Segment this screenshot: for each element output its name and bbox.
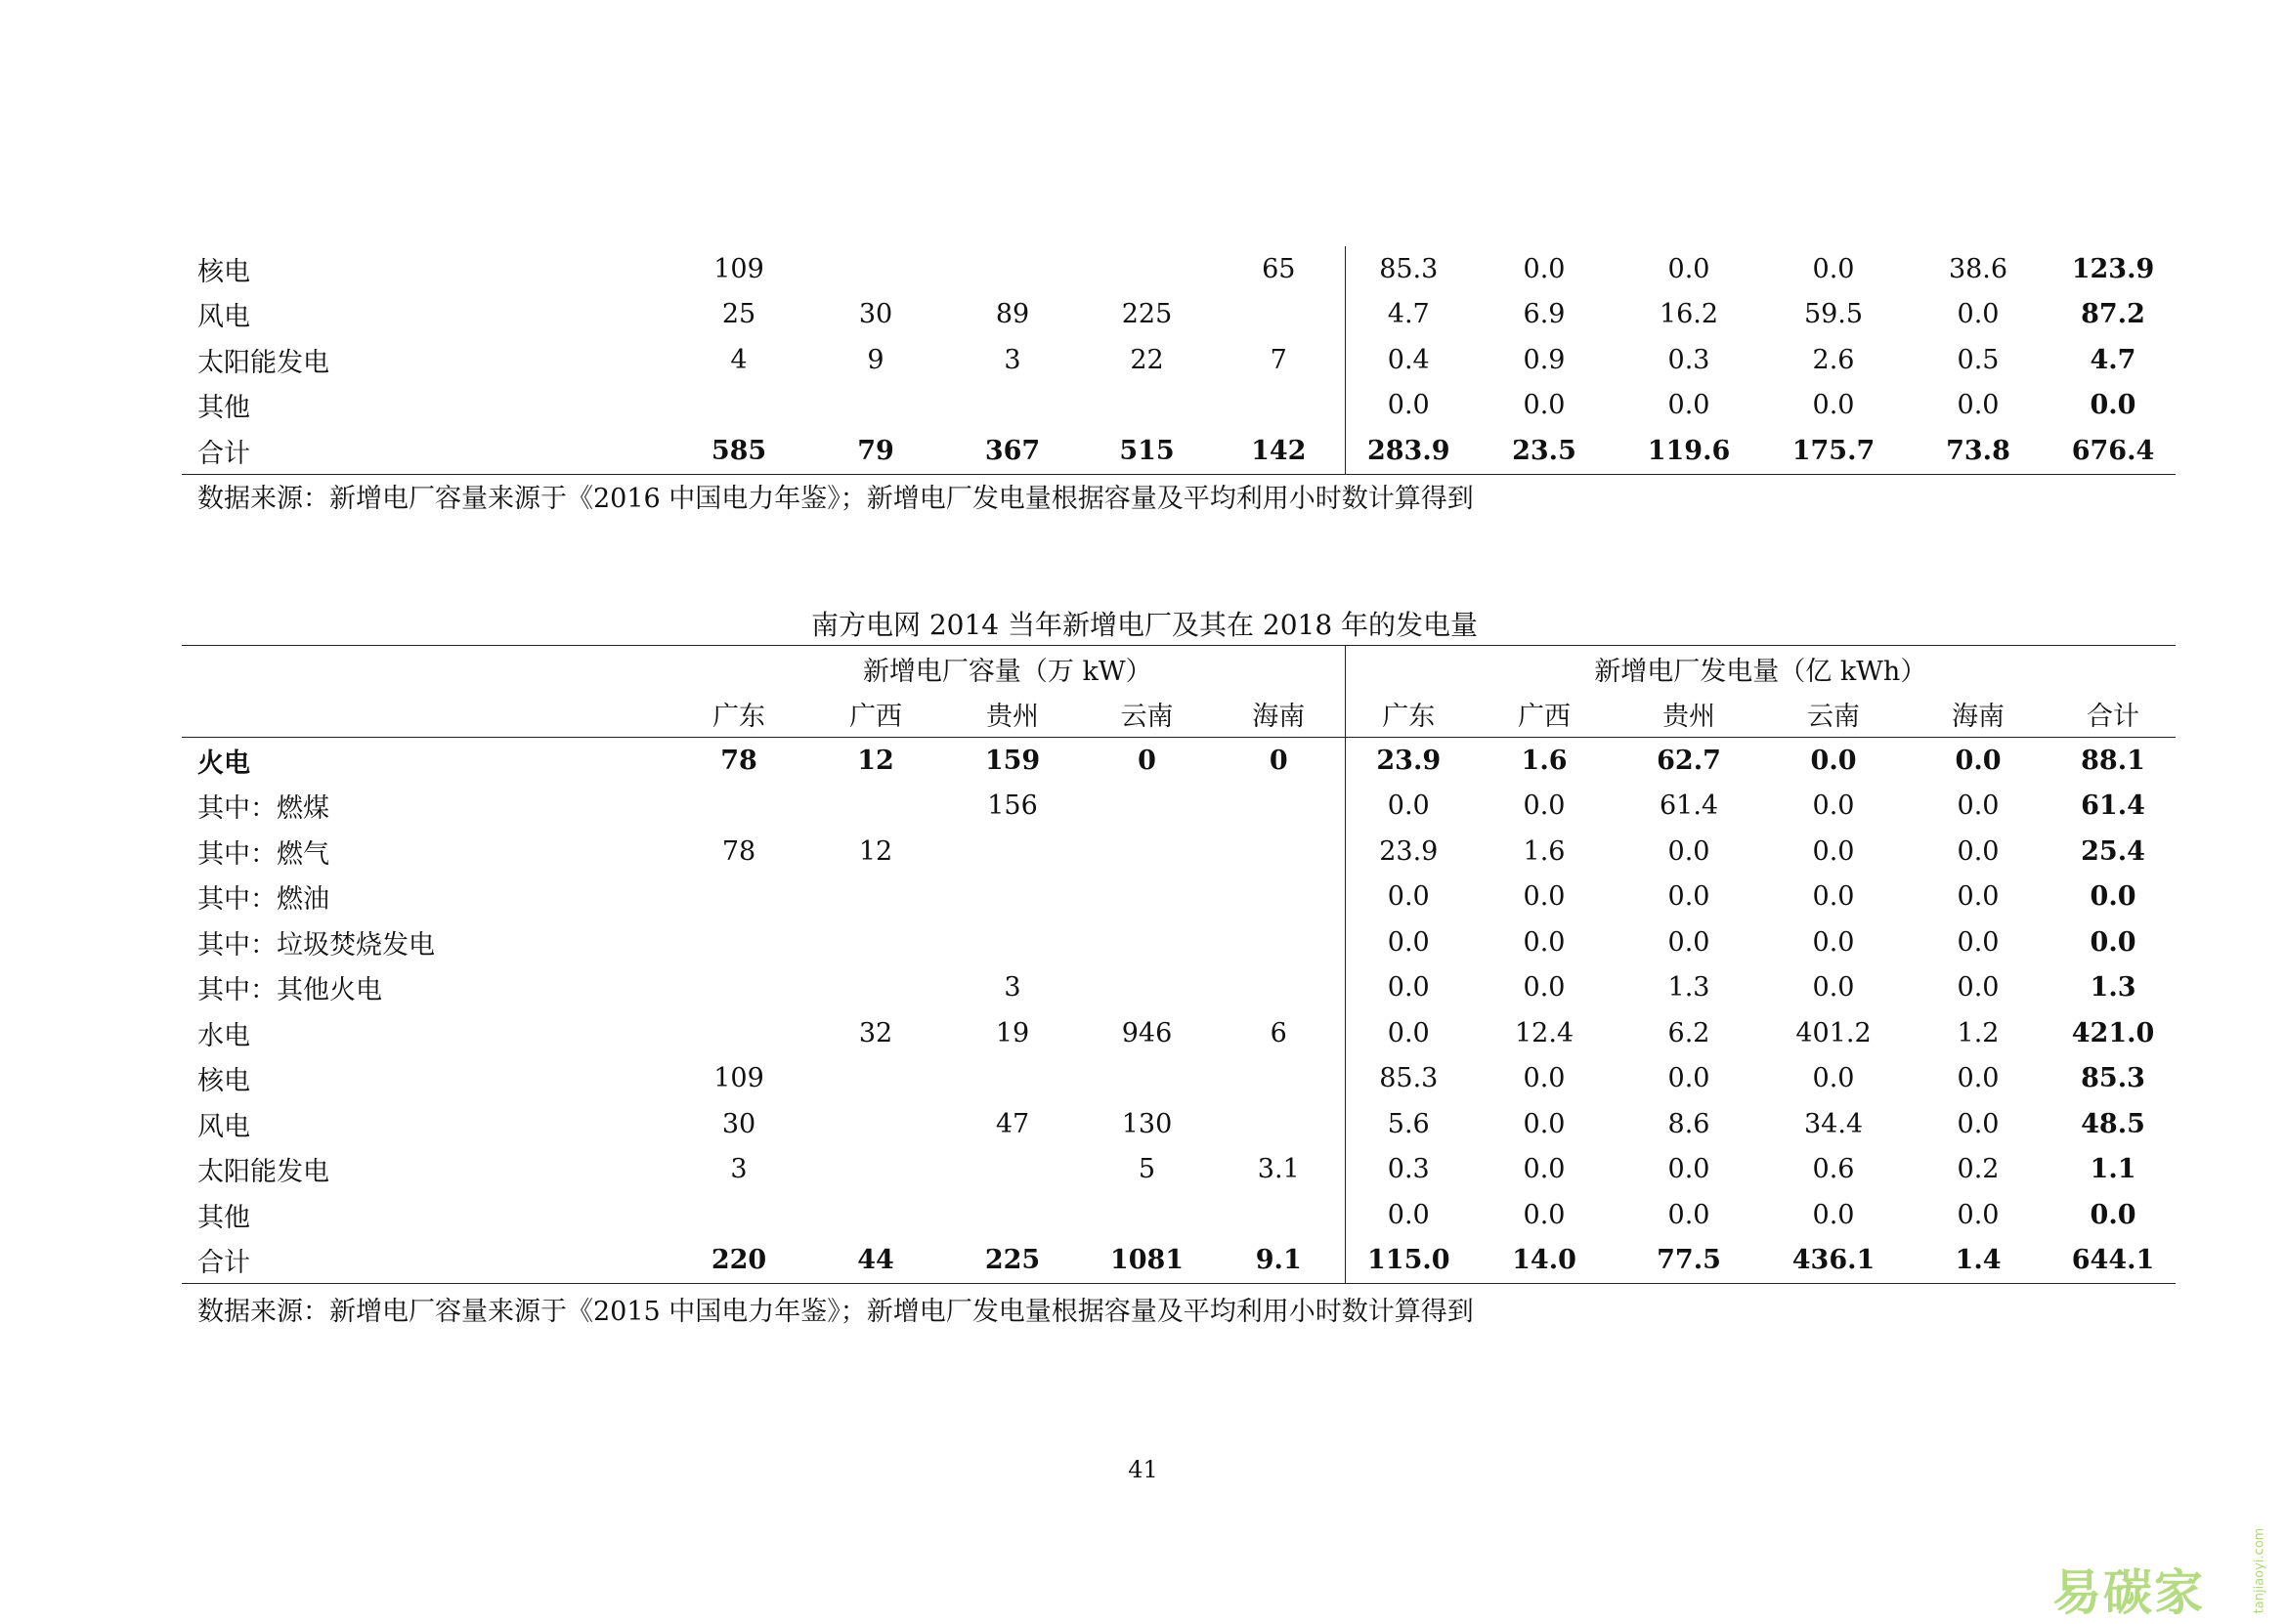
capacity-cell xyxy=(1081,965,1213,1011)
total-cell: 1.3 xyxy=(2090,972,2136,1004)
generation-cell: 38.6 xyxy=(1948,253,2008,284)
generation-cell: 0.0 xyxy=(1812,1063,1855,1094)
generation-cell: 8.6 xyxy=(1667,1108,1710,1139)
generation-cell: 1.4 xyxy=(1906,1238,2050,1284)
generation-cell: 0.0 xyxy=(1812,1199,1855,1230)
capacity-cell: 130 xyxy=(1121,1108,1173,1139)
total-cell: 61.4 xyxy=(2081,791,2145,822)
capacity-cell xyxy=(944,383,1081,429)
table-row xyxy=(182,1101,2176,1147)
capacity-cell: 9.1 xyxy=(1213,1238,1345,1284)
column-header: 海南 xyxy=(1906,692,2050,738)
total-cell: 87.2 xyxy=(2081,299,2145,330)
capacity-cell xyxy=(670,919,807,965)
capacity-cell: 30 xyxy=(858,299,893,330)
capacity-cell xyxy=(1081,919,1213,965)
capacity-cell: 89 xyxy=(995,299,1030,330)
column-header: 贵州 xyxy=(944,692,1081,738)
row-label: 太阳能发电 xyxy=(197,1157,329,1188)
capacity-cell xyxy=(1213,1192,1345,1238)
watermark-url: tanjiaoyi.com xyxy=(2252,1527,2267,1614)
generation-cell: 23.9 xyxy=(1376,745,1442,776)
page-number: 41 xyxy=(1128,1456,1158,1483)
capacity-cell: 65 xyxy=(1213,246,1345,292)
capacity-cell: 19 xyxy=(995,1017,1030,1048)
capacity-cell: 5 xyxy=(1138,1154,1156,1185)
generation-cell: 6.2 xyxy=(1667,1017,1710,1048)
generation-cell: 85.3 xyxy=(1379,253,1439,284)
generation-cell: 0.5 xyxy=(1957,344,2000,375)
capacity-cell: 585 xyxy=(670,428,807,474)
column-header: 海南 xyxy=(1213,692,1345,738)
capacity-cell xyxy=(670,784,807,830)
generation-cell: 0.0 xyxy=(1387,390,1430,421)
generation-cell: 0.0 xyxy=(1957,835,2000,867)
table-row xyxy=(182,246,2176,292)
capacity-cell xyxy=(1081,875,1213,920)
table-row xyxy=(182,875,2176,920)
generation-cell: 0.0 xyxy=(1957,926,2000,958)
column-header: 云南 xyxy=(1761,692,1906,738)
generation-cell: 0.0 xyxy=(1812,926,1855,958)
row-label: 核电 xyxy=(197,256,250,287)
capacity-cell: 515 xyxy=(1081,428,1213,474)
generation-cell: 23.9 xyxy=(1379,835,1439,867)
row-label: 太阳能发电 xyxy=(197,347,329,378)
generation-cell: 2.6 xyxy=(1812,344,1855,375)
header-capacity-group: 新增电厂容量（万 kW） xyxy=(670,646,1345,692)
capacity-cell xyxy=(670,965,807,1011)
capacity-cell xyxy=(670,1010,807,1056)
generation-cell: 1.2 xyxy=(1957,1017,2000,1048)
generation-cell: 0.6 xyxy=(1812,1154,1855,1185)
generation-cell: 73.8 xyxy=(1906,428,2050,474)
generation-cell: 0.0 xyxy=(1957,1063,2000,1094)
capacity-cell: 32 xyxy=(858,1017,893,1048)
capacity-cell: 109 xyxy=(713,253,764,284)
generation-cell: 5.6 xyxy=(1387,1108,1430,1139)
capacity-cell xyxy=(670,875,807,920)
generation-cell: 34.4 xyxy=(1803,1108,1864,1139)
capacity-cell: 7 xyxy=(1213,337,1345,383)
generation-cell: 0.0 xyxy=(1387,791,1430,822)
column-header: 云南 xyxy=(1081,692,1213,738)
column-header: 合计 xyxy=(2050,692,2176,738)
capacity-cell xyxy=(944,829,1081,875)
row-label: 风电 xyxy=(197,302,250,333)
power-table-continued xyxy=(182,246,2176,475)
header-blank xyxy=(182,646,670,692)
source-note: 数据来源：新增电厂容量来源于《2016 中国电力年鉴》；新增电厂发电量根据容量及平均利用小时数计算得到 xyxy=(197,484,1474,514)
capacity-cell: 12 xyxy=(857,745,894,776)
capacity-cell: 156 xyxy=(987,791,1038,822)
table-row xyxy=(182,1192,2176,1238)
generation-cell: 0.0 xyxy=(1523,926,1566,958)
header-group-row xyxy=(182,646,2176,692)
capacity-cell xyxy=(1213,919,1345,965)
generation-cell: 1.3 xyxy=(1667,972,1710,1004)
row-label: 其他 xyxy=(197,1202,250,1233)
table-row xyxy=(182,1056,2176,1102)
generation-cell: 0.3 xyxy=(1667,344,1710,375)
generation-cell: 0.0 xyxy=(1523,972,1566,1004)
capacity-cell xyxy=(807,1056,944,1102)
capacity-cell xyxy=(807,246,944,292)
capacity-cell: 22 xyxy=(1130,344,1164,375)
capacity-cell xyxy=(807,383,944,429)
total-cell: 25.4 xyxy=(2081,835,2145,867)
generation-cell: 0.0 xyxy=(1957,972,2000,1004)
generation-cell: 61.4 xyxy=(1659,791,1719,822)
generation-cell: 0.0 xyxy=(1523,390,1566,421)
table-row xyxy=(182,383,2176,429)
capacity-cell: 142 xyxy=(1213,428,1345,474)
capacity-cell: 159 xyxy=(984,745,1041,776)
table-row xyxy=(182,292,2176,338)
table1-body xyxy=(182,246,2176,474)
total-cell: 676.4 xyxy=(2050,428,2176,474)
header-column-row xyxy=(182,692,2176,738)
column-header: 广东 xyxy=(670,692,807,738)
generation-cell: 0.0 xyxy=(1523,1154,1566,1185)
capacity-cell: 367 xyxy=(944,428,1081,474)
table-row xyxy=(182,1010,2176,1056)
generation-cell: 0.0 xyxy=(1812,881,1855,913)
capacity-cell xyxy=(1081,829,1213,875)
generation-cell: 85.3 xyxy=(1379,1063,1439,1094)
generation-cell: 0.0 xyxy=(1812,791,1855,822)
generation-cell: 0.0 xyxy=(1812,253,1855,284)
generation-cell: 436.1 xyxy=(1761,1238,1906,1284)
generation-cell: 4.7 xyxy=(1387,299,1430,330)
capacity-cell: 3 xyxy=(730,1154,748,1185)
generation-cell: 115.0 xyxy=(1345,1238,1472,1284)
row-label: 合计 xyxy=(182,1238,670,1284)
generation-cell: 0.0 xyxy=(1812,972,1855,1004)
generation-cell: 0.0 xyxy=(1957,299,2000,330)
capacity-cell xyxy=(1213,383,1345,429)
column-header: 广西 xyxy=(807,692,944,738)
capacity-cell: 6 xyxy=(1213,1010,1345,1056)
table-row xyxy=(182,829,2176,875)
table-row-total xyxy=(182,428,2176,474)
table-row xyxy=(182,337,2176,383)
generation-cell: 16.2 xyxy=(1659,299,1719,330)
capacity-cell xyxy=(670,1192,807,1238)
total-cell: 421.0 xyxy=(2071,1017,2155,1048)
capacity-cell: 0 xyxy=(1138,745,1156,776)
capacity-cell: 3 xyxy=(1004,344,1021,375)
generation-cell: 0.0 xyxy=(1387,1199,1430,1230)
total-cell: 0.0 xyxy=(2090,1199,2136,1230)
capacity-cell xyxy=(944,1147,1081,1193)
generation-cell: 0.0 xyxy=(1957,1199,2000,1230)
capacity-cell xyxy=(1213,1056,1345,1102)
row-label: 风电 xyxy=(197,1111,250,1142)
capacity-cell: 225 xyxy=(1121,299,1173,330)
generation-cell: 0.0 xyxy=(1387,972,1430,1004)
table-title: 南方电网 2014 当年新增电厂及其在 2018 年的发电量 xyxy=(810,609,1479,641)
capacity-cell xyxy=(807,1192,944,1238)
generation-cell: 283.9 xyxy=(1345,428,1472,474)
total-cell: 0.0 xyxy=(2090,881,2136,913)
capacity-cell: 9 xyxy=(867,344,884,375)
capacity-cell xyxy=(807,965,944,1011)
capacity-cell xyxy=(1081,1056,1213,1102)
generation-cell: 0.0 xyxy=(1667,1199,1710,1230)
generation-cell: 401.2 xyxy=(1795,1017,1872,1048)
capacity-cell: 946 xyxy=(1121,1017,1173,1048)
generation-cell: 0.0 xyxy=(1387,881,1430,913)
total-cell: 0.0 xyxy=(2090,926,2136,958)
capacity-cell xyxy=(1081,383,1213,429)
capacity-cell xyxy=(1081,784,1213,830)
capacity-cell xyxy=(807,784,944,830)
generation-cell: 0.0 xyxy=(1387,926,1430,958)
row-label: 核电 xyxy=(197,1066,250,1097)
capacity-cell xyxy=(1213,292,1345,338)
row-label: 水电 xyxy=(197,1020,250,1051)
generation-cell: 0.0 xyxy=(1812,390,1855,421)
total-cell: 48.5 xyxy=(2081,1108,2145,1139)
generation-cell: 0.0 xyxy=(1523,881,1566,913)
generation-cell: 0.0 xyxy=(1812,835,1855,867)
capacity-cell xyxy=(1213,1101,1345,1147)
total-cell: 85.3 xyxy=(2081,1063,2145,1094)
generation-cell: 0.4 xyxy=(1387,344,1430,375)
table2-body xyxy=(182,738,2176,1284)
capacity-cell xyxy=(1213,829,1345,875)
capacity-cell xyxy=(807,1101,944,1147)
capacity-cell: 79 xyxy=(807,428,944,474)
total-cell: 0.0 xyxy=(2090,390,2136,421)
total-cell: 88.1 xyxy=(2081,745,2145,776)
generation-cell: 77.5 xyxy=(1617,1238,1761,1284)
generation-cell: 0.0 xyxy=(1957,1108,2000,1139)
capacity-cell xyxy=(1213,784,1345,830)
source-note: 数据来源：新增电厂容量来源于《2015 中国电力年鉴》；新增电厂发电量根据容量及平均利用小时数计算得到 xyxy=(197,1297,1474,1327)
row-label: 合计 xyxy=(182,428,670,474)
generation-cell: 0.9 xyxy=(1523,344,1566,375)
generation-cell: 0.0 xyxy=(1810,745,1857,776)
generation-cell: 59.5 xyxy=(1803,299,1864,330)
total-cell: 644.1 xyxy=(2050,1238,2176,1284)
capacity-cell xyxy=(807,919,944,965)
column-header: 广东 xyxy=(1345,692,1472,738)
capacity-cell: 0 xyxy=(1213,738,1345,784)
row-label: 其中：其他火电 xyxy=(197,975,382,1006)
generation-cell: 0.0 xyxy=(1523,1063,1566,1094)
capacity-cell: 78 xyxy=(721,835,756,867)
generation-cell: 0.0 xyxy=(1667,881,1710,913)
total-cell: 1.1 xyxy=(2090,1154,2136,1185)
capacity-cell: 1081 xyxy=(1081,1238,1213,1284)
generation-cell: 0.0 xyxy=(1667,835,1710,867)
capacity-cell: 12 xyxy=(858,835,893,867)
generation-cell: 0.0 xyxy=(1523,253,1566,284)
capacity-cell xyxy=(1081,1192,1213,1238)
header-blank xyxy=(182,692,670,738)
column-header: 贵州 xyxy=(1617,692,1761,738)
total-cell: 4.7 xyxy=(2090,344,2136,375)
generation-cell: 0.0 xyxy=(1955,745,2002,776)
generation-cell: 119.6 xyxy=(1617,428,1761,474)
capacity-cell xyxy=(807,875,944,920)
table-row xyxy=(182,965,2176,1011)
row-label: 其中：燃气 xyxy=(197,838,329,870)
capacity-cell: 30 xyxy=(721,1108,756,1139)
generation-cell: 0.0 xyxy=(1667,1154,1710,1185)
watermark-logo: 易碳家 xyxy=(2052,1564,2205,1621)
row-label: 其中：燃煤 xyxy=(197,793,329,825)
generation-cell: 0.0 xyxy=(1957,791,2000,822)
row-label: 其中：燃油 xyxy=(197,884,329,916)
capacity-cell xyxy=(944,246,1081,292)
capacity-cell: 3.1 xyxy=(1213,1147,1345,1193)
generation-cell: 0.0 xyxy=(1667,253,1710,284)
capacity-cell: 3 xyxy=(1004,972,1021,1004)
table-row xyxy=(182,738,2176,784)
capacity-cell xyxy=(1213,875,1345,920)
generation-cell: 0.2 xyxy=(1957,1154,2000,1185)
capacity-cell xyxy=(807,1147,944,1193)
capacity-cell xyxy=(1213,965,1345,1011)
capacity-cell xyxy=(1081,246,1213,292)
generation-cell: 0.3 xyxy=(1387,1154,1430,1185)
capacity-cell: 78 xyxy=(720,745,757,776)
generation-cell: 12.4 xyxy=(1514,1017,1574,1048)
column-header: 广西 xyxy=(1472,692,1617,738)
capacity-cell xyxy=(670,383,807,429)
total-cell: 123.9 xyxy=(2071,253,2155,284)
capacity-cell: 44 xyxy=(807,1238,944,1284)
power-table-2014 xyxy=(182,645,2176,1284)
capacity-cell xyxy=(944,919,1081,965)
table-row xyxy=(182,1147,2176,1193)
generation-cell: 1.6 xyxy=(1521,745,1568,776)
table-row xyxy=(182,919,2176,965)
generation-cell: 0.0 xyxy=(1667,1063,1710,1094)
capacity-cell xyxy=(944,1056,1081,1102)
generation-cell: 0.0 xyxy=(1667,926,1710,958)
capacity-cell xyxy=(944,875,1081,920)
capacity-cell xyxy=(944,1192,1081,1238)
generation-cell: 23.5 xyxy=(1472,428,1617,474)
generation-cell: 0.0 xyxy=(1523,1108,1566,1139)
header-generation-group: 新增电厂发电量（亿 kWh） xyxy=(1345,646,2176,692)
generation-cell: 14.0 xyxy=(1472,1238,1617,1284)
generation-cell: 0.0 xyxy=(1957,881,2000,913)
generation-cell: 0.0 xyxy=(1523,1199,1566,1230)
generation-cell: 0.0 xyxy=(1957,390,2000,421)
capacity-cell: 225 xyxy=(944,1238,1081,1284)
capacity-cell: 220 xyxy=(670,1238,807,1284)
capacity-cell: 25 xyxy=(721,299,756,330)
generation-cell: 0.0 xyxy=(1667,390,1710,421)
row-label: 火电 xyxy=(197,748,250,779)
row-label: 其中：垃圾焚烧发电 xyxy=(197,929,435,961)
capacity-cell: 4 xyxy=(730,344,748,375)
generation-cell: 0.0 xyxy=(1523,791,1566,822)
capacity-cell: 109 xyxy=(713,1063,764,1094)
table2-header xyxy=(182,646,2176,738)
table-row-total xyxy=(182,1238,2176,1284)
row-label: 其他 xyxy=(197,393,250,424)
generation-cell: 0.0 xyxy=(1387,1017,1430,1048)
generation-cell: 1.6 xyxy=(1523,835,1566,867)
table-row xyxy=(182,784,2176,830)
capacity-cell: 47 xyxy=(995,1108,1030,1139)
generation-cell: 175.7 xyxy=(1761,428,1906,474)
generation-cell: 62.7 xyxy=(1657,745,1721,776)
generation-cell: 6.9 xyxy=(1523,299,1566,330)
